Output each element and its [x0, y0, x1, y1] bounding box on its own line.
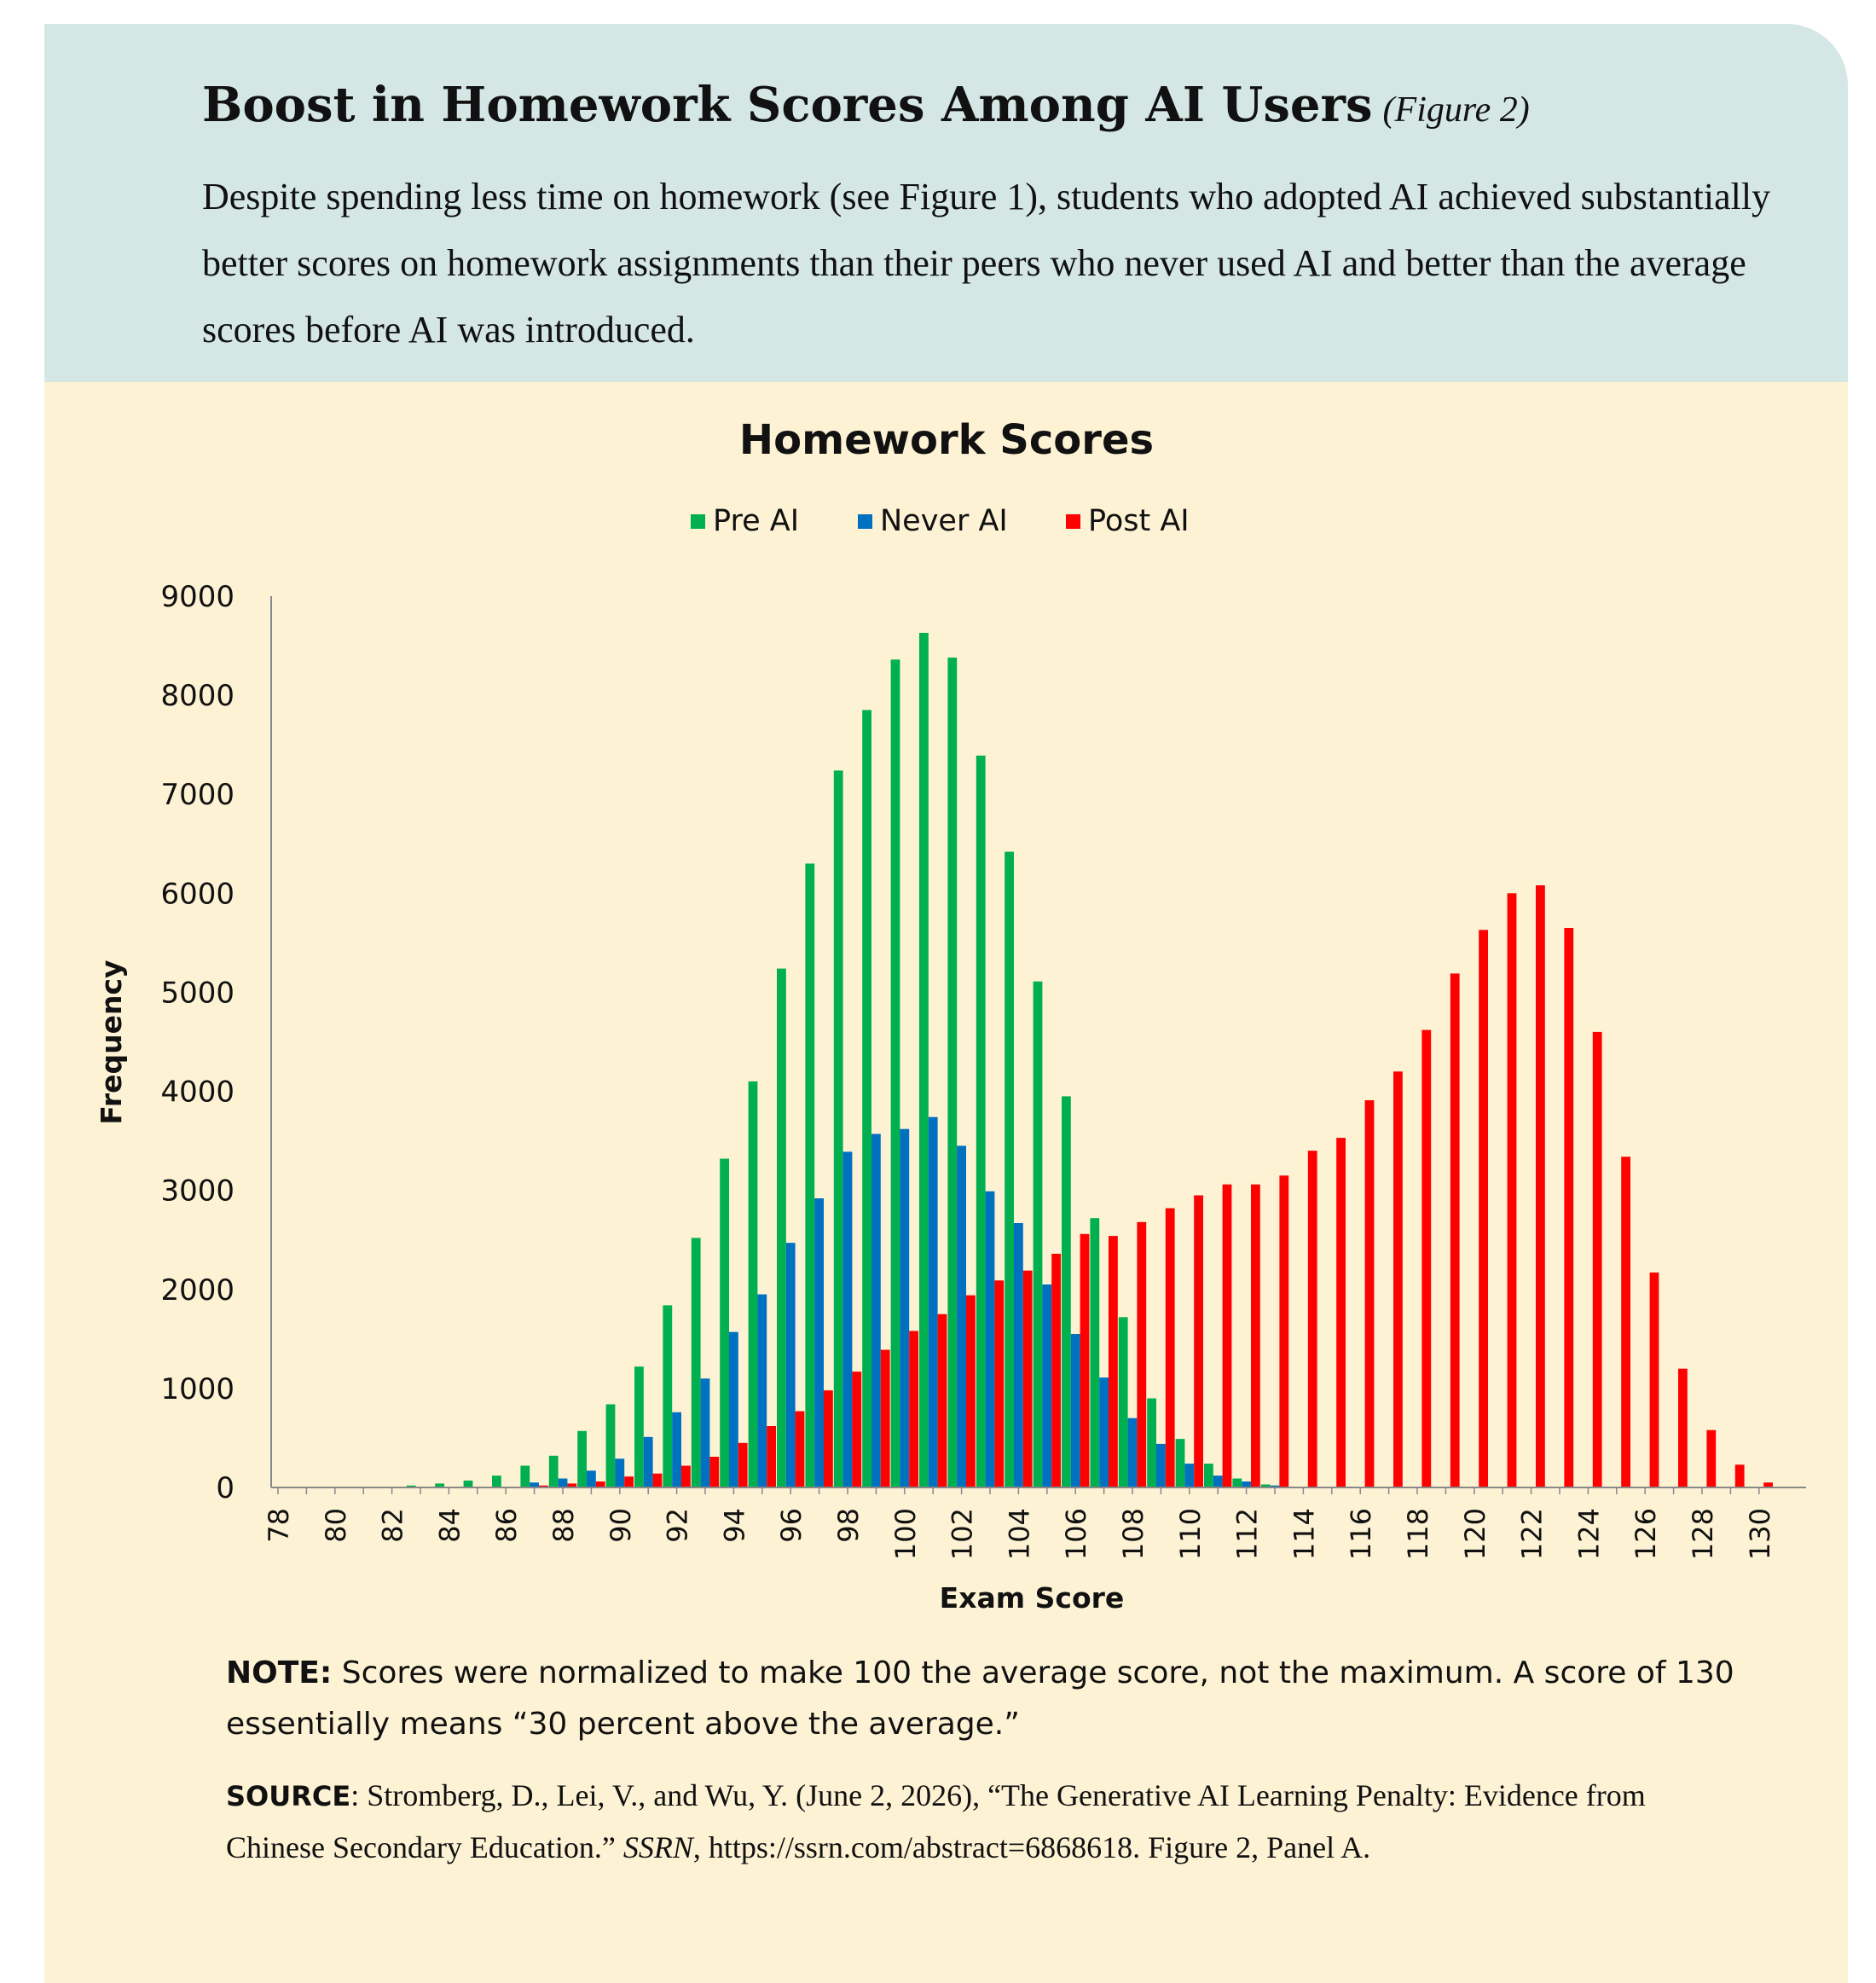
bar-pre-ai — [862, 710, 871, 1488]
y-axis-label: Frequency — [95, 960, 128, 1125]
bar-pre-ai — [1005, 852, 1014, 1487]
note-label: NOTE: — [226, 1655, 333, 1690]
bar-post-ai — [1080, 1234, 1090, 1487]
bar-never-ai — [644, 1437, 653, 1487]
bar-pre-ai — [919, 633, 929, 1487]
bar-post-ai — [1678, 1369, 1688, 1487]
bar-pre-ai — [891, 659, 900, 1487]
bar-post-ai — [909, 1331, 918, 1488]
bar-pre-ai — [976, 756, 986, 1487]
bar-post-ai — [1365, 1100, 1375, 1487]
bar-pre-ai — [749, 1081, 758, 1487]
bar-pre-ai — [663, 1305, 672, 1487]
bar-never-ai — [957, 1145, 966, 1487]
bar-never-ai — [1099, 1377, 1109, 1487]
y-tick-label: 6000 — [160, 877, 234, 912]
legend-label-1: Never AI — [880, 504, 1008, 538]
x-tick-label: 122 — [1515, 1508, 1549, 1561]
bar-post-ai — [1194, 1196, 1203, 1488]
bar-never-ai — [1128, 1418, 1138, 1487]
y-tick-label: 2000 — [160, 1273, 234, 1308]
bar-post-ai — [1279, 1175, 1288, 1487]
bar-post-ai — [1023, 1271, 1033, 1487]
bar-never-ai — [1242, 1481, 1251, 1487]
bar-post-ai — [1621, 1157, 1630, 1487]
bar-never-ai — [701, 1378, 710, 1487]
x-tick-label: 116 — [1345, 1508, 1378, 1561]
bar-pre-ai — [777, 969, 786, 1487]
x-tick-label: 78 — [263, 1508, 295, 1543]
bar-post-ai — [881, 1350, 890, 1487]
x-tick-label: 94 — [718, 1508, 751, 1543]
bar-post-ai — [1536, 885, 1545, 1487]
bar-post-ai — [1593, 1032, 1602, 1487]
x-tick-label: 102 — [946, 1508, 979, 1561]
bar-post-ai — [738, 1443, 748, 1487]
bar-never-ai — [1184, 1464, 1194, 1487]
bar-post-ai — [596, 1481, 605, 1487]
source-label: SOURCE — [226, 1780, 351, 1812]
bar-post-ai — [1223, 1185, 1232, 1487]
bar-pre-ai — [634, 1366, 644, 1487]
y-tick-label: 8000 — [160, 679, 234, 714]
bar-pre-ai — [549, 1456, 559, 1487]
bar-post-ai — [824, 1390, 833, 1487]
y-tick-label: 7000 — [160, 778, 234, 813]
x-tick-label: 120 — [1458, 1508, 1491, 1561]
x-tick-label: 82 — [376, 1508, 409, 1543]
bar-pre-ai — [805, 864, 814, 1488]
x-tick-label: 84 — [433, 1508, 466, 1543]
bar-pre-ai — [1176, 1439, 1185, 1487]
y-tick-label: 1000 — [160, 1371, 234, 1406]
y-tick-label: 0 — [216, 1471, 234, 1505]
bar-never-ai — [729, 1332, 738, 1487]
bar-never-ai — [559, 1479, 568, 1488]
bar-pre-ai — [606, 1405, 616, 1488]
source-journal: SSRN — [622, 1830, 693, 1864]
bar-never-ai — [1071, 1334, 1080, 1487]
bar-post-ai — [1564, 928, 1573, 1487]
x-tick-label: 90 — [604, 1508, 637, 1543]
x-tick-label: 104 — [1003, 1508, 1036, 1561]
bar-never-ai — [1042, 1284, 1051, 1487]
x-tick-label: 106 — [1060, 1508, 1093, 1561]
x-tick-label: 128 — [1687, 1508, 1719, 1561]
bar-post-ai — [1251, 1185, 1260, 1487]
bar-pre-ai — [692, 1238, 701, 1487]
x-tick-label: 108 — [1117, 1508, 1149, 1561]
x-tick-label: 124 — [1572, 1508, 1606, 1561]
x-tick-label: 100 — [889, 1508, 922, 1561]
x-axis-label: Exam Score — [939, 1581, 1125, 1615]
x-tick-label: 114 — [1288, 1508, 1321, 1561]
bar-never-ai — [929, 1117, 938, 1487]
bar-post-ai — [1393, 1071, 1403, 1487]
bar-post-ai — [681, 1466, 691, 1488]
bar-never-ai — [1213, 1476, 1223, 1487]
bar-pre-ai — [1147, 1399, 1156, 1488]
bar-post-ai — [1706, 1430, 1716, 1487]
x-tick-label: 118 — [1402, 1508, 1434, 1561]
bar-post-ai — [1336, 1138, 1346, 1487]
note-text — [226, 1648, 1761, 1750]
bar-never-ai — [757, 1295, 767, 1487]
bar-pre-ai — [947, 658, 957, 1487]
bar-pre-ai — [720, 1159, 729, 1488]
bar-post-ai — [1650, 1273, 1659, 1487]
chart-title: Homework Scores — [738, 416, 1155, 464]
x-tick-label: 112 — [1230, 1508, 1264, 1561]
y-tick-label: 9000 — [160, 580, 234, 614]
x-tick-label: 88 — [547, 1508, 580, 1543]
bar-post-ai — [1735, 1464, 1745, 1487]
bar-never-ai — [587, 1470, 596, 1487]
bar-post-ai — [1421, 1030, 1431, 1487]
bar-post-ai — [1109, 1236, 1118, 1487]
bar-pre-ai — [1034, 982, 1043, 1487]
bar-never-ai — [814, 1198, 824, 1487]
bar-post-ai — [796, 1412, 805, 1487]
bar-post-ai — [1137, 1222, 1146, 1487]
bar-post-ai — [624, 1476, 634, 1487]
x-tick-label: 110 — [1173, 1508, 1207, 1561]
bar-post-ai — [709, 1457, 719, 1487]
bar-post-ai — [1166, 1209, 1175, 1487]
bar-pre-ai — [1090, 1218, 1099, 1487]
bar-post-ai — [966, 1296, 976, 1487]
bar-pre-ai — [520, 1466, 530, 1488]
bar-never-ai — [986, 1192, 995, 1487]
legend-swatch-0 — [691, 514, 705, 529]
figure-description: Despite spending less time on homework (see Figure 1), students who adopted AI achieved substantially better scores on homework assignments than their peers who never used AI and better than the average scores before AI was introduced. — [202, 176, 1771, 351]
bar-pre-ai — [577, 1431, 587, 1487]
legend-swatch-2 — [1066, 514, 1080, 529]
bar-never-ai — [615, 1458, 624, 1487]
bar-never-ai — [672, 1412, 681, 1487]
source-citation — [226, 1770, 1744, 1873]
bar-never-ai — [843, 1151, 853, 1487]
x-tick-label: 98 — [832, 1508, 865, 1543]
y-tick-label: 3000 — [160, 1174, 234, 1209]
bar-pre-ai — [1204, 1464, 1213, 1487]
source-text-before: : Stromberg, D., Lei, V., and Wu, Y. (June 2, 2026), “The Generative AI Learning Penalty: Evidence from Chinese Secondary Education.” — [226, 1778, 1646, 1864]
figure-label: (Figure 2) — [1382, 90, 1530, 130]
note-body: Scores were normalized to make 100 the average score, not the maximum. A score of 130 essentially means “30 percent above the average.” — [226, 1655, 1734, 1742]
bar-post-ai — [1051, 1254, 1061, 1487]
x-tick-label: 86 — [490, 1508, 524, 1543]
figure-title-text: Boost in Homework Scores Among AI Users — [202, 77, 1373, 133]
legend-label-2: Post AI — [1088, 504, 1190, 538]
bar-pre-ai — [834, 770, 843, 1487]
x-tick-label: 130 — [1743, 1508, 1776, 1561]
bar-post-ai — [653, 1474, 663, 1487]
x-tick-label: 92 — [661, 1508, 694, 1543]
bar-post-ai — [1508, 893, 1517, 1487]
bar-pre-ai — [1062, 1096, 1071, 1487]
bar-post-ai — [938, 1314, 947, 1487]
bar-pre-ai — [492, 1476, 501, 1487]
bar-post-ai — [1308, 1151, 1317, 1487]
bar-post-ai — [994, 1280, 1004, 1487]
x-tick-label: 80 — [319, 1508, 352, 1543]
bar-never-ai — [1014, 1223, 1023, 1487]
legend-swatch-1 — [858, 514, 872, 529]
x-tick-label: 96 — [775, 1508, 808, 1543]
bar-post-ai — [1479, 930, 1488, 1487]
y-tick-label: 4000 — [160, 1075, 234, 1110]
legend-label-0: Pre AI — [713, 504, 800, 538]
source-text-after: , https://ssrn.com/abstract=6868618. Figure 2, Panel A. — [692, 1830, 1371, 1864]
bar-pre-ai — [464, 1481, 473, 1487]
bar-post-ai — [852, 1371, 861, 1487]
bar-never-ai — [871, 1134, 881, 1488]
x-tick-label: 126 — [1630, 1508, 1663, 1561]
bar-never-ai — [1156, 1444, 1166, 1487]
bar-never-ai — [900, 1129, 909, 1487]
bar-never-ai — [786, 1243, 796, 1487]
bar-pre-ai — [1119, 1317, 1128, 1487]
bar-post-ai — [767, 1426, 776, 1487]
bar-post-ai — [1450, 973, 1460, 1487]
bar-pre-ai — [1232, 1479, 1242, 1488]
y-tick-label: 5000 — [160, 976, 234, 1011]
